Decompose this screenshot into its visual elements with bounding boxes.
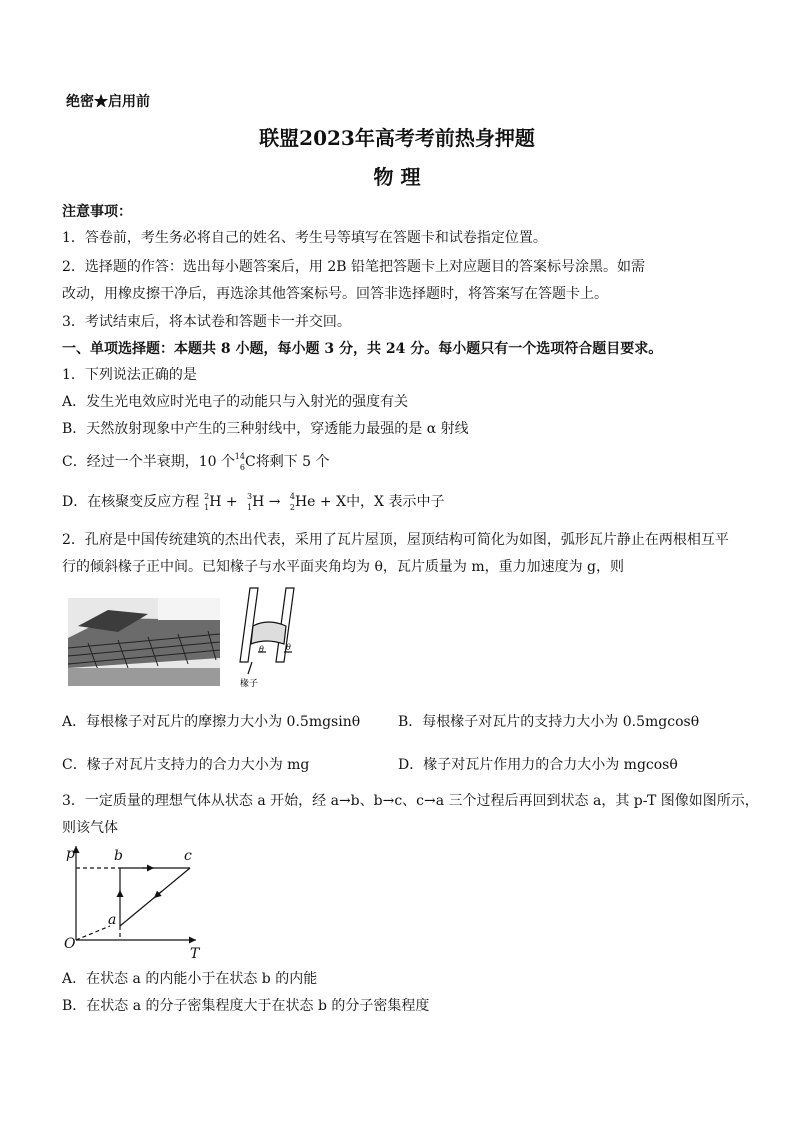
q3-stem-line1: 3．一定质量的理想气体从状态 a 开始，经 a→b、b→c、c→a 三个过程后再回到状态 a，其 p-T 图像如图所示， bbox=[62, 793, 759, 809]
section-heading: 一、单项选择题：本题共 8 小题，每小题 3 分，共 24 分。每小题只有一个选项符合题目要求。 bbox=[62, 341, 663, 357]
secret-label: 绝密★启用前 bbox=[66, 94, 150, 110]
q1-option-c: C．经过一个半衰期，10 个 14 6 C将剩下 5 个 bbox=[62, 452, 330, 472]
rafter-label: 椽子 bbox=[240, 679, 259, 689]
nuclide-h2: 2 1 bbox=[204, 492, 210, 512]
q1-option-b: B．天然放射现象中产生的三种射线中，穿透能力最强的是 α 射线 bbox=[62, 421, 469, 437]
q2-stem-line2: 行的倾斜椽子正中间。已知椽子与水平面夹角均为 θ，瓦片质量为 m，重力加速度为 g，则 bbox=[62, 559, 625, 575]
q2-option-d: D．椽子对瓦片作用力的合力大小为 mgcosθ bbox=[398, 757, 678, 773]
theta-label-1: θ bbox=[259, 645, 264, 654]
roof-photo bbox=[68, 598, 220, 686]
state-a-label: a bbox=[108, 912, 117, 928]
q2-option-a: A．每根椽子对瓦片的摩擦力大小为 0.5mgsinθ bbox=[62, 714, 361, 730]
origin-label: O bbox=[64, 936, 76, 952]
p-axis-label: p bbox=[66, 846, 75, 862]
exam-title: 联盟2023年高考考前热身押题 bbox=[259, 126, 535, 150]
q2-stem-line1: 2．孔府是中国传统建筑的杰出代表，采用了瓦片屋顶，屋顶结构可简化为如图，弧形瓦片静止在两根相互平 bbox=[62, 532, 729, 548]
notice-item-3: 3．考试结束后，将本试卷和答题卡一并交回。 bbox=[62, 314, 351, 330]
pt-diagram bbox=[62, 840, 212, 962]
notice-heading: 注意事项： bbox=[62, 204, 132, 220]
q1-stem: 1．下列说法正确的是 bbox=[62, 367, 197, 383]
nuclide-c14: 14 6 bbox=[234, 452, 245, 472]
notice-item-1: 1．答卷前，考生务必将自己的姓名、考生号等填写在答题卡和试卷指定位置。 bbox=[62, 230, 547, 246]
rafter-diagram bbox=[236, 582, 306, 692]
state-b-label: b bbox=[114, 848, 123, 864]
nuclide-h3: 3 1 bbox=[247, 492, 253, 512]
theta-label-2: θ bbox=[286, 643, 291, 652]
notice-item-2: 2．选择题的作答：选出每小题答案后，用 2B 铅笔把答题卡上对应题目的答案标号涂黑。如需 bbox=[62, 259, 646, 275]
q3-option-b: B．在状态 a 的分子密集程度大于在状态 b 的分子密集程度 bbox=[62, 998, 430, 1014]
q1-c-text-post: 将剩下 5 个 bbox=[255, 454, 330, 470]
q2-option-c: C．椽子对瓦片支持力的合力大小为 mg bbox=[62, 757, 310, 773]
state-c-label: c bbox=[184, 848, 192, 864]
subject-title: 物 理 bbox=[373, 165, 421, 189]
nuclide-he4: 4 2 bbox=[289, 492, 295, 512]
q3-stem-line2: 则该气体 bbox=[62, 820, 118, 836]
q1-c-text-pre: C．经过一个半衰期，10 个 bbox=[62, 454, 235, 470]
q1-option-a: A．发生光电效应时光电子的动能只与入射光的强度有关 bbox=[62, 394, 409, 410]
q3-option-a: A．在状态 a 的内能小于在状态 b 的内能 bbox=[62, 971, 318, 987]
notice-item-2-cont: 改动，用橡皮擦干净后，再选涂其他答案标号。回答非选择题时，将答案写在答题卡上。 bbox=[62, 286, 608, 302]
q1-option-d: D．在核聚变反应方程 2 1 H + 3 1 H → 4 2 He + X中，X 表示中子 bbox=[62, 492, 445, 512]
q2-option-b: B．每根椽子对瓦片的支持力大小为 0.5mgcosθ bbox=[398, 714, 700, 730]
t-axis-label: T bbox=[190, 946, 200, 962]
